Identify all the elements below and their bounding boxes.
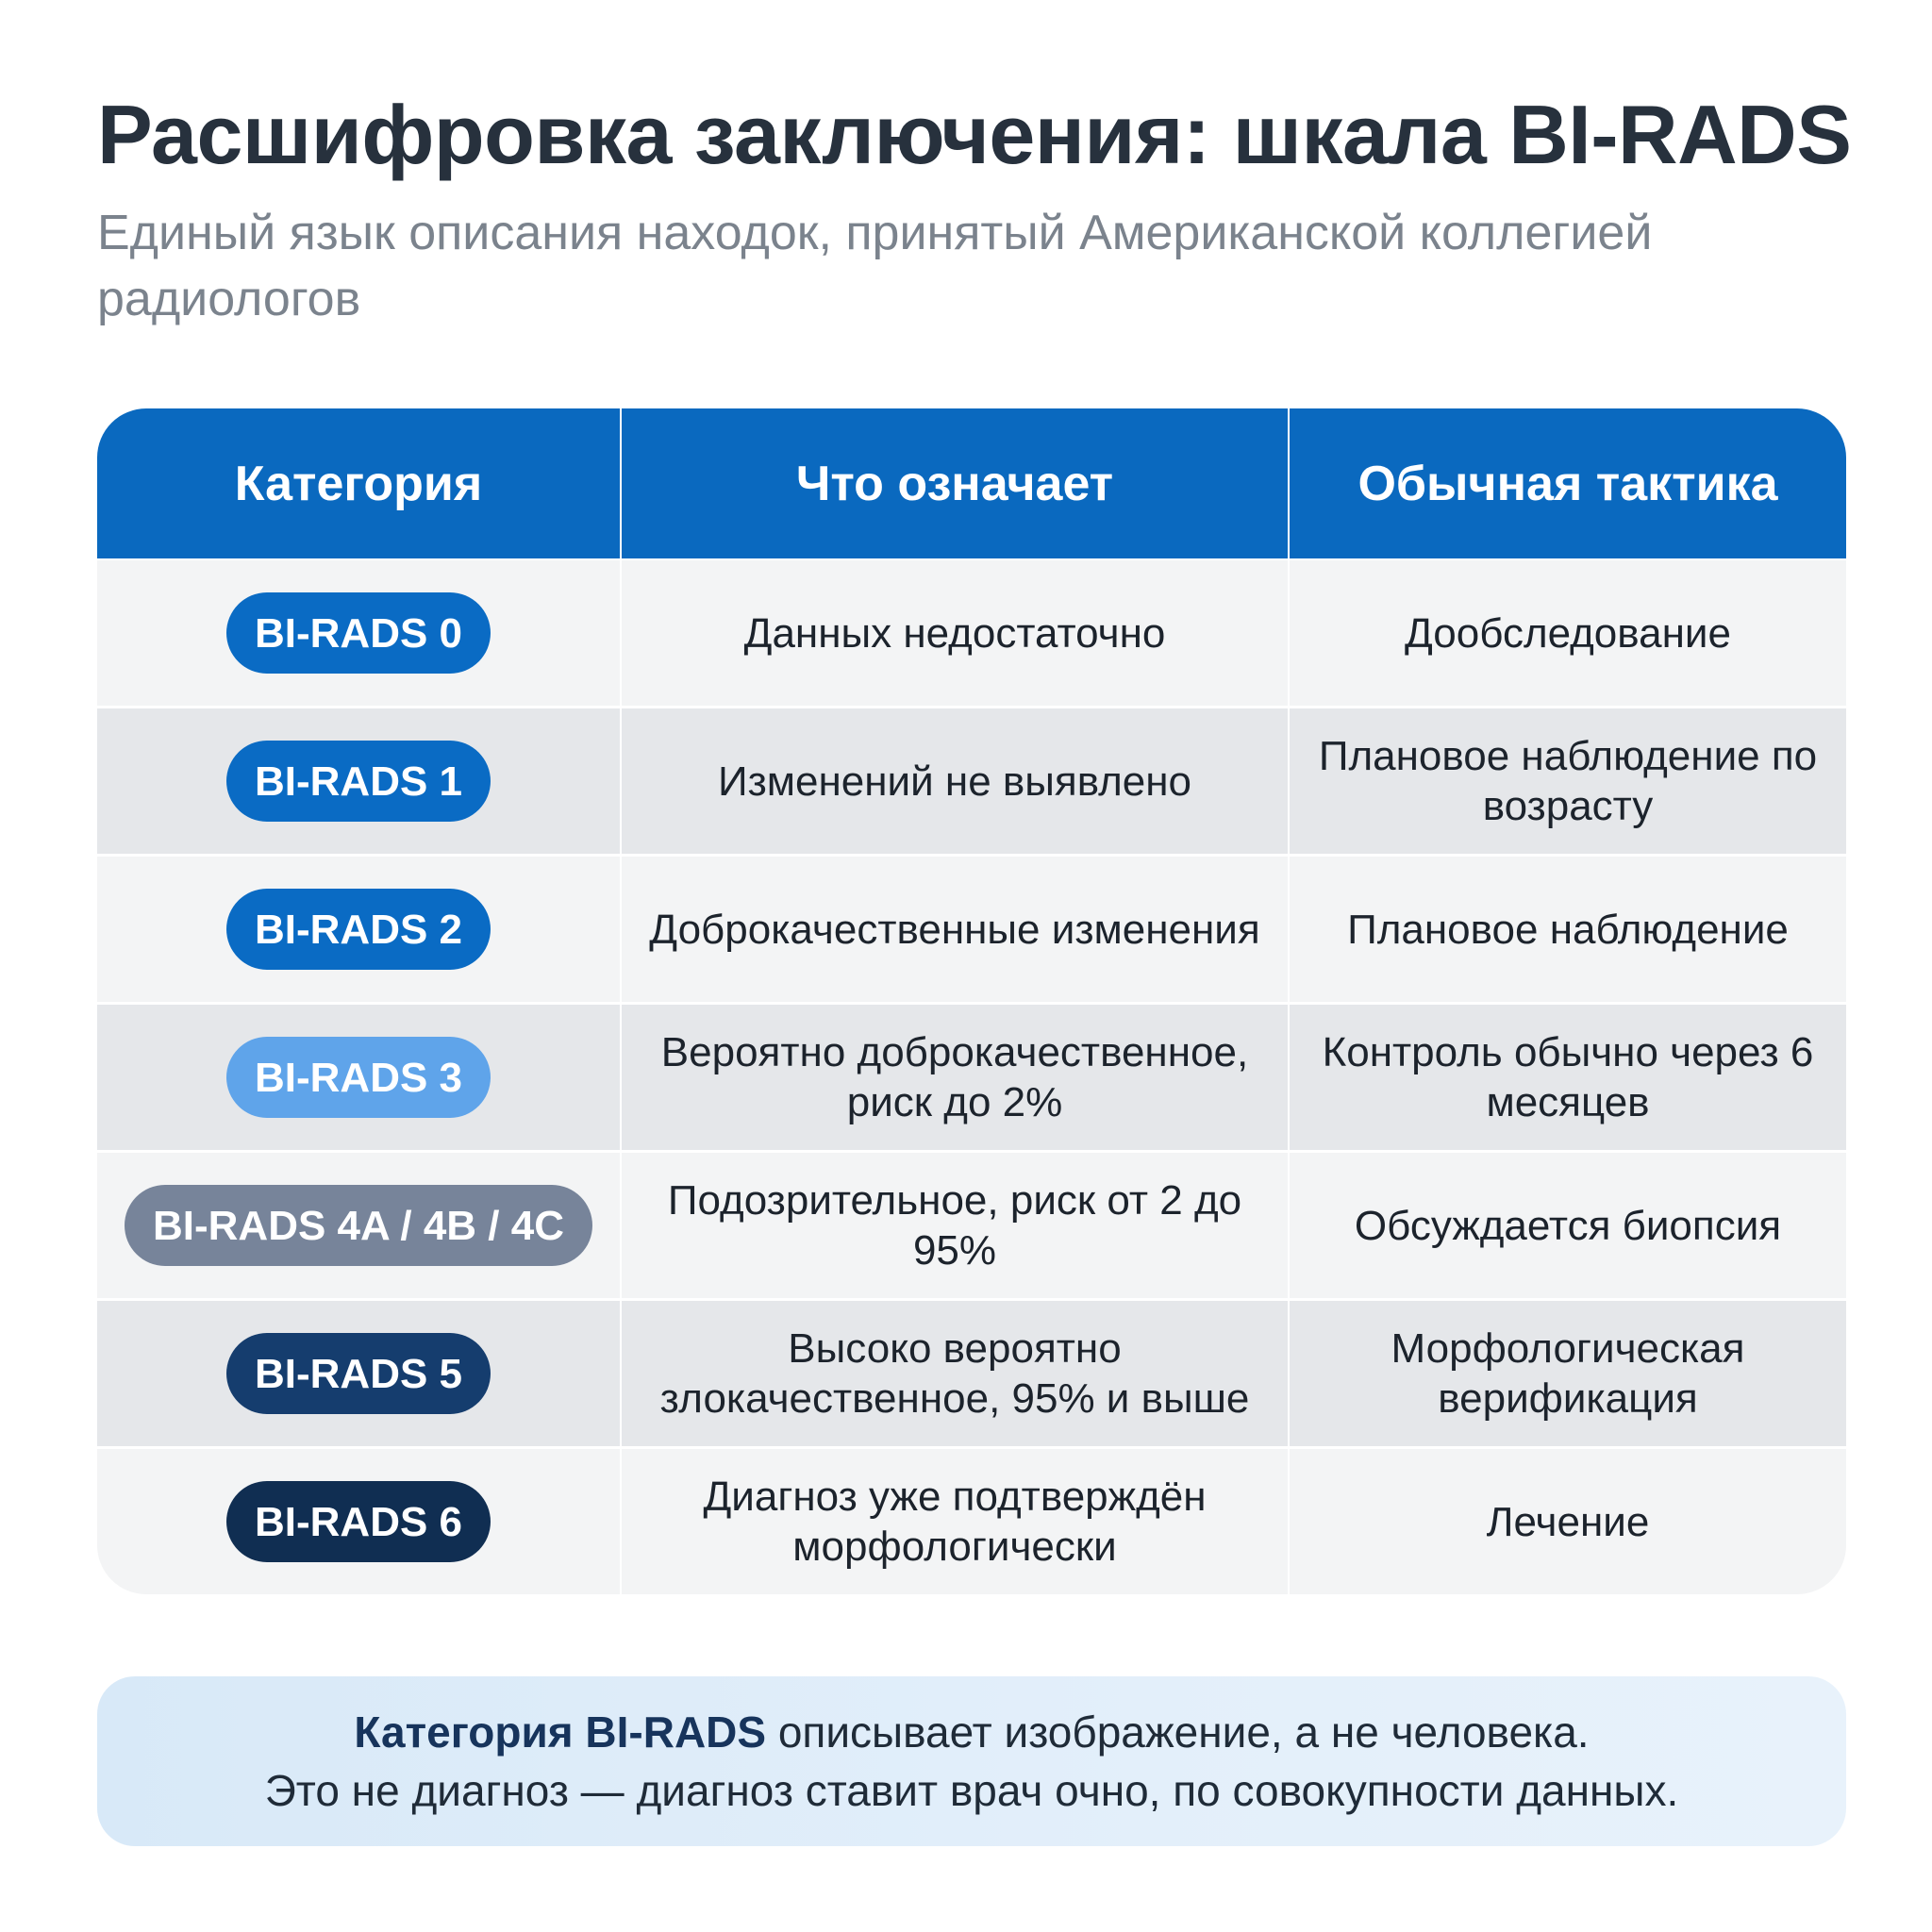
column-header-meaning: Что означает — [622, 408, 1288, 558]
tactic-cell: Плановое наблюдение по возрасту — [1290, 708, 1846, 854]
table-row — [97, 857, 1846, 1002]
category-badge: BI-RADS 3 — [226, 1037, 491, 1118]
page-title: Расшифровка заключения: шкала BI-RADS — [97, 88, 1852, 181]
table-row — [97, 1449, 1846, 1594]
meaning-cell: Диагноз уже подтверждён морфологически — [622, 1449, 1288, 1594]
category-badge: BI-RADS 1 — [226, 741, 491, 822]
meaning-cell: Изменений не выявлено — [622, 708, 1288, 854]
category-badge: BI-RADS 6 — [226, 1481, 491, 1562]
tactic-cell: Морфологическая верификация — [1290, 1301, 1846, 1446]
category-cell — [97, 1301, 620, 1446]
table-header — [97, 408, 1846, 558]
meaning-cell: Доброкачественные изменения — [622, 857, 1288, 1002]
note-bold-lead: Категория BI-RADS — [354, 1707, 767, 1757]
meaning-cell: Вероятно доброкачественное, риск до 2% — [622, 1005, 1288, 1150]
tactic-cell: Контроль обычно через 6 месяцев — [1290, 1005, 1846, 1150]
category-cell — [97, 1153, 620, 1298]
tactic-cell: Лечение — [1290, 1449, 1846, 1594]
note-line-1-rest: описывает изображение, а не человека. — [766, 1707, 1590, 1757]
page-subtitle: Единый язык описания находок, принятый Американской коллегией радиологов — [97, 206, 1653, 326]
category-badge: BI-RADS 4A / 4B / 4C — [125, 1185, 592, 1266]
table-row — [97, 708, 1846, 854]
meaning-cell: Данных недостаточно — [622, 560, 1288, 706]
bi-rads-table — [97, 408, 1846, 1594]
table-body — [97, 560, 1846, 1594]
category-cell — [97, 857, 620, 1002]
column-header-tactic: Обычная тактика — [1290, 408, 1846, 558]
category-cell — [97, 708, 620, 854]
meaning-cell: Подозрительное, риск от 2 до 95% — [622, 1153, 1288, 1298]
column-header-category: Категория — [97, 408, 620, 558]
tactic-cell: Дообследование — [1290, 560, 1846, 706]
table-row — [97, 560, 1846, 706]
category-cell — [97, 1005, 620, 1150]
tactic-cell: Обсуждается биопсия — [1290, 1153, 1846, 1298]
table-row — [97, 1301, 1846, 1446]
category-badge: BI-RADS 5 — [226, 1333, 491, 1414]
note-line-1 — [354, 1703, 1589, 1761]
tactic-cell: Плановое наблюдение — [1290, 857, 1846, 1002]
category-badge: BI-RADS 0 — [226, 592, 491, 674]
table-row — [97, 1005, 1846, 1150]
category-cell — [97, 560, 620, 706]
note-line-2: Это не диагноз — диагноз ставит врач очно, по совокупности данных. — [264, 1766, 1679, 1815]
table-row — [97, 1153, 1846, 1298]
category-cell — [97, 1449, 620, 1594]
meaning-cell: Высоко вероятно злокачественное, 95% и выше — [622, 1301, 1288, 1446]
disclaimer-note — [97, 1676, 1846, 1846]
category-badge: BI-RADS 2 — [226, 889, 491, 970]
